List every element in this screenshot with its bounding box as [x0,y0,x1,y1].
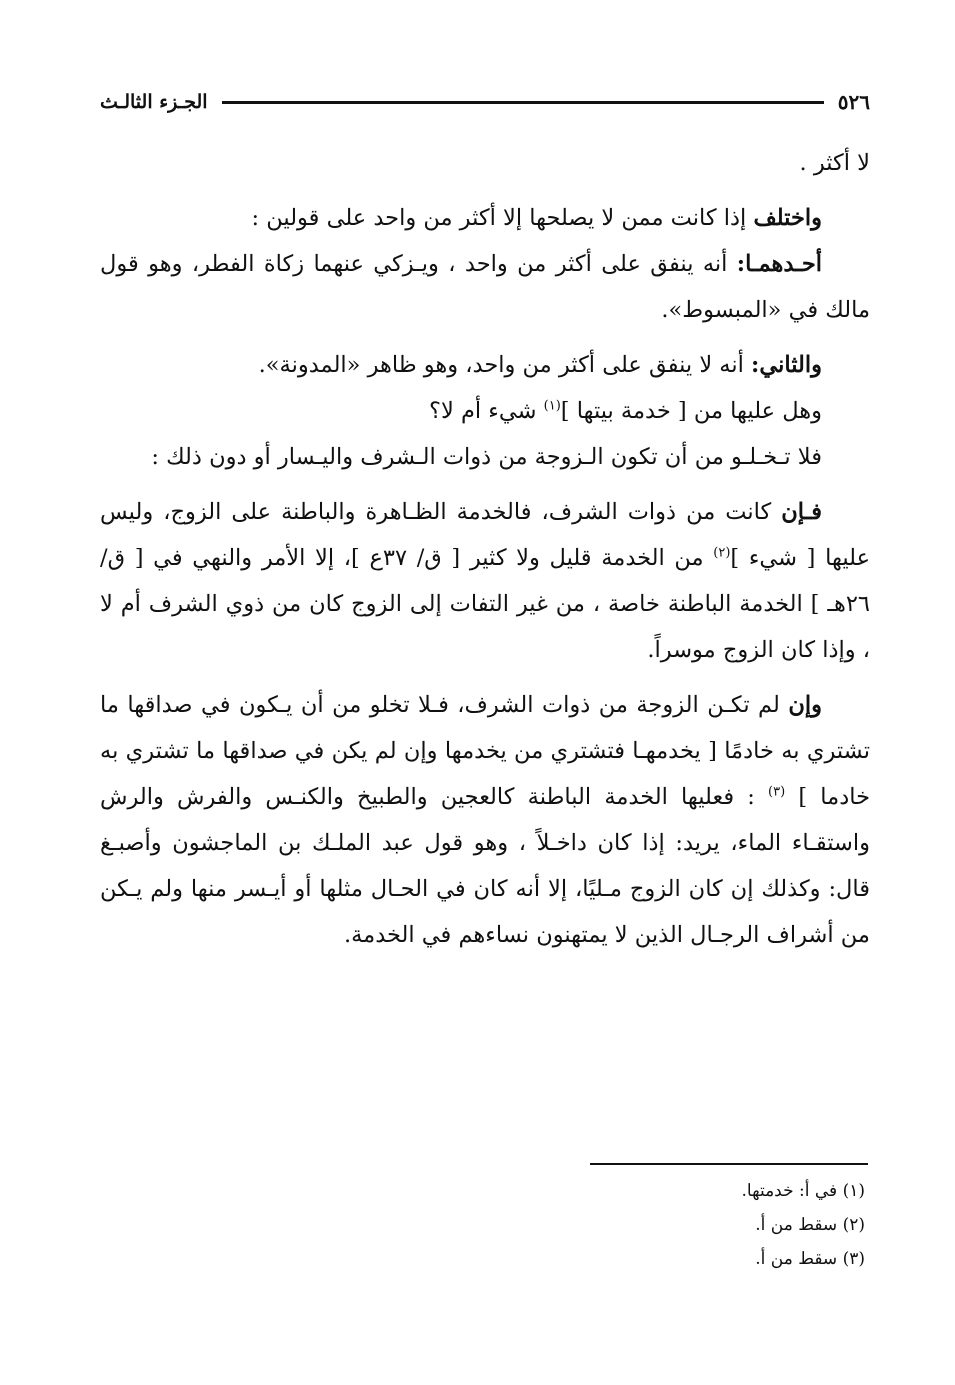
paragraph [100,140,870,186]
paragraph-text: لا أكثر . [799,150,870,176]
footnote-ref: (١) [543,398,561,414]
footnotes [365,1174,865,1276]
paragraph [100,682,870,958]
paragraph-text: أنه ينفق على أكثر من واحد ، ويـزكي عنهما زكاة الفطر، وهو قول مالك في «المبسوط». [100,251,870,323]
paragraph-text: فلا تـخـلـو من أن تكون الـزوجة من ذوات الـشرف واليـسار أو دون ذلك : [151,444,822,470]
paragraph [100,241,870,333]
lead-term: أحـدهمـا: [736,251,822,277]
paragraph-text: لم تكـن الزوجة من ذوات الشرف، فـلا تخلو من أن يـكون في صداقها ما تشتري به خادمًا [ يخدمهـا فتشتري من يخدمها وإن لم يكن في صداقها ما تشتري به خادما ] [100,692,870,810]
paragraph [100,342,870,388]
lead-term: والثاني: [751,352,822,378]
footnote: (٣) سقط من أ. [755,1249,865,1269]
footnote: (١) في أ: خدمتها. [741,1181,865,1201]
paragraph-text: كانت من ذوات الشرف، فالخدمة الظـاهرة والباطنة على الزوج، وليس عليها [ شيء ] [100,499,870,571]
footnote-rule [590,1163,868,1165]
lead-term: واختلف [753,205,822,231]
paragraph [100,388,870,434]
footnote: (٢) سقط من أ. [755,1215,865,1235]
paragraph [100,489,870,673]
lead-term: فـإن [781,499,822,525]
page-header [100,80,870,124]
running-title: الجـزء الثالـث [100,91,208,113]
lead-term: وإن [788,692,822,718]
page-number: ٥٢٦ [837,90,870,114]
paragraph [100,195,870,241]
paragraph-text: : فعليها الخدمة الباطنة كالعجين والطبيخ والكنـس والفرش والرش واستقـاء الماء، يريد: إذا كان داخـلاً ، وهو قول عبد الملـك بن الماجشون وأصبـغ قال: وكذلك إن كان الزوج مـليًا، إلا أنه كان في الحـال مثلها أو أيـسر منها ولم يـكن من أشراف الرجـال الذين لا يمتهنون نساءهم في الخدمة. [100,784,870,948]
footnote-ref: (٣) [768,784,786,800]
paragraph-text: وهل عليها من [ خدمة بيتها ] [560,398,822,424]
paragraph-text: أنه لا ينفق على أكثر من واحد، وهو ظاهر «المدونة». [258,352,752,378]
paragraph-text: شيء أم لا؟ [429,398,544,424]
body-text [100,140,870,958]
header-rule [222,101,824,104]
paragraph-text: إذا كانت ممن لا يصلحها إلا أكثر من واحد على قولين : [251,205,754,231]
paragraph-text: من الخدمة قليل ولا كثير [ ق/ ٣٧ع ]، إلا الأمر والنهي في [ ق/ ٢٦هـ ] الخدمة الباطنة خاصة ، من غير التفات إلى الزوج كان من ذوي الشرف أم لا ، وإذا كان الزوج موسراً. [100,545,870,663]
paragraph [100,434,870,480]
footnote-ref: (٢) [713,545,731,561]
